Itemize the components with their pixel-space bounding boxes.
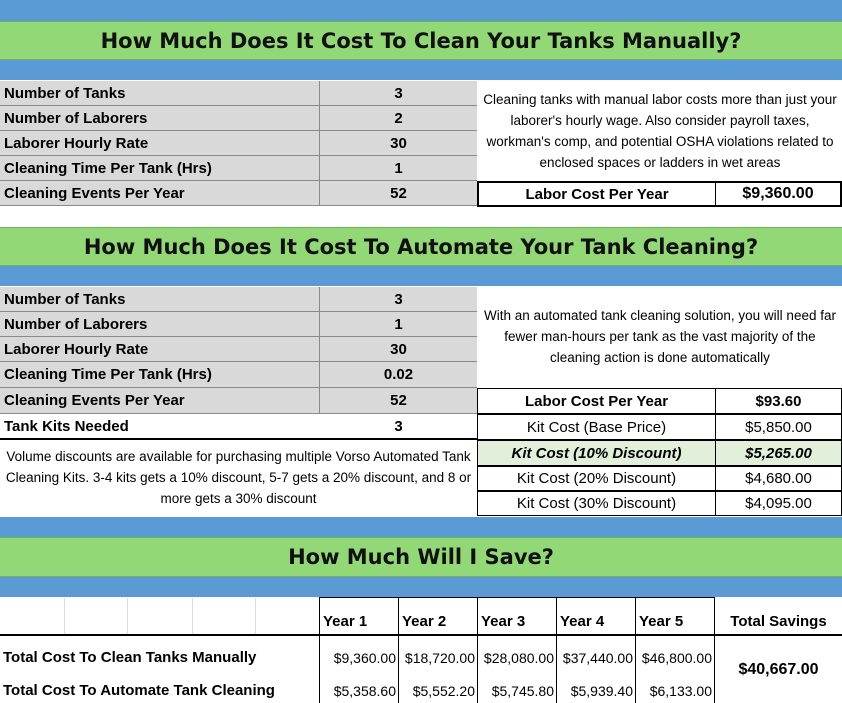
year2-header: Year 2 bbox=[402, 613, 447, 630]
s2-kit-base-value: $5,850.00 bbox=[715, 414, 842, 440]
year3-header: Year 3 bbox=[481, 613, 526, 630]
s2-label-kits: Tank Kits Needed bbox=[0, 414, 320, 440]
manual-year2: $18,720.00 bbox=[404, 650, 475, 666]
s2-kit-20-label: Kit Cost (20% Discount) bbox=[477, 466, 716, 491]
s2-value-rate[interactable]: 30 bbox=[320, 337, 477, 362]
manual-year3: $28,080.00 bbox=[483, 650, 554, 666]
total-savings-value: $40,667.00 bbox=[738, 660, 819, 678]
manual-row-label: Total Cost To Clean Tanks Manually bbox=[3, 649, 257, 666]
s2-value-laborers[interactable]: 1 bbox=[320, 312, 477, 337]
manual-year4: $37,440.00 bbox=[562, 650, 633, 666]
s2-label-events: Cleaning Events Per Year bbox=[0, 388, 320, 414]
s2-labor-cost-value: $93.60 bbox=[715, 388, 842, 414]
s2-discount-note: Volume discounts are available for purchasing multiple Vorso Automated Tank Cleaning Kits. 3-4 kits gets a 10% discount, 5-7 gets a 20% discount, and 8 or more gets a 30% discount bbox=[5, 448, 472, 506]
total-savings-header: Total Savings bbox=[730, 613, 827, 630]
year4-header: Year 4 bbox=[560, 613, 605, 630]
gridline bbox=[255, 598, 256, 634]
s2-label-tanks: Number of Tanks bbox=[0, 287, 320, 312]
s1-value-tanks[interactable]: 3 bbox=[320, 81, 477, 106]
auto-year2: $5,552.20 bbox=[412, 683, 475, 699]
s1-label-events: Cleaning Events Per Year bbox=[0, 181, 320, 206]
s1-value-time[interactable]: 1 bbox=[320, 156, 477, 181]
s2-kit-10-label: Kit Cost (10% Discount) bbox=[477, 440, 716, 466]
auto-row-label: Total Cost To Automate Tank Cleaning bbox=[3, 682, 275, 699]
s2-label-rate: Laborer Hourly Rate bbox=[0, 337, 320, 362]
blue-band bbox=[0, 517, 842, 537]
s2-label-time: Cleaning Time Per Tank (Hrs) bbox=[0, 362, 320, 388]
s2-kit-base-label: Kit Cost (Base Price) bbox=[477, 414, 716, 440]
blue-band bbox=[0, 266, 842, 286]
auto-year4: $5,939.40 bbox=[570, 683, 633, 699]
manual-year1: $9,360.00 bbox=[333, 650, 396, 666]
s1-value-laborers[interactable]: 2 bbox=[320, 106, 477, 131]
s2-note: With an automated tank cleaning solution, you will need far fewer man-hours per tank as the vast majority of the cleaning action is done automatically bbox=[484, 307, 836, 365]
top-blue-band bbox=[0, 0, 842, 21]
s1-label-time: Cleaning Time Per Tank (Hrs) bbox=[0, 156, 320, 181]
auto-year3: $5,745.80 bbox=[491, 683, 554, 699]
s2-kit-20-value: $4,680.00 bbox=[715, 466, 842, 491]
s2-kit-30-label: Kit Cost (30% Discount) bbox=[477, 491, 716, 516]
blue-band bbox=[0, 60, 842, 80]
s1-labor-cost-label: Labor Cost Per Year bbox=[477, 181, 716, 207]
manual-year5: $46,800.00 bbox=[641, 650, 712, 666]
year5-header: Year 5 bbox=[639, 613, 684, 630]
s1-labor-cost-value: $9,360.00 bbox=[715, 181, 842, 207]
s1-note: Cleaning tanks with manual labor costs more than just your laborer's hourly wage. Also consider payroll taxes, workman's comp, and potential OSHA violations related to enclosed spaces or ladders in wet areas bbox=[483, 92, 837, 170]
s2-value-tanks[interactable]: 3 bbox=[320, 287, 477, 312]
s2-value-time[interactable]: 0.02 bbox=[320, 362, 477, 388]
s1-value-rate[interactable]: 30 bbox=[320, 131, 477, 156]
s1-value-events[interactable]: 52 bbox=[320, 181, 477, 206]
auto-year5: $6,133.00 bbox=[649, 683, 712, 699]
s1-label-tanks: Number of Tanks bbox=[0, 81, 320, 106]
gridline bbox=[192, 598, 193, 634]
s2-value-kits: 3 bbox=[320, 414, 477, 440]
s2-kit-30-value: $4,095.00 bbox=[715, 491, 842, 516]
s1-label-rate: Laborer Hourly Rate bbox=[0, 131, 320, 156]
auto-year1: $5,358.60 bbox=[333, 683, 396, 699]
s2-label-laborers: Number of Laborers bbox=[0, 312, 320, 337]
blue-band bbox=[0, 577, 842, 597]
section2-title: How Much Does It Cost To Automate Your Tank Cleaning? bbox=[0, 227, 842, 266]
s2-labor-cost-label: Labor Cost Per Year bbox=[477, 388, 716, 414]
gridline bbox=[127, 598, 128, 634]
gridline bbox=[64, 598, 65, 634]
s2-value-events[interactable]: 52 bbox=[320, 388, 477, 414]
section3-title: How Much Will I Save? bbox=[0, 537, 842, 577]
section1-title: How Much Does It Cost To Clean Your Tanks Manually? bbox=[0, 21, 842, 60]
s2-kit-10-value: $5,265.00 bbox=[715, 440, 842, 466]
s1-label-laborers: Number of Laborers bbox=[0, 106, 320, 131]
year1-header: Year 1 bbox=[323, 613, 368, 630]
